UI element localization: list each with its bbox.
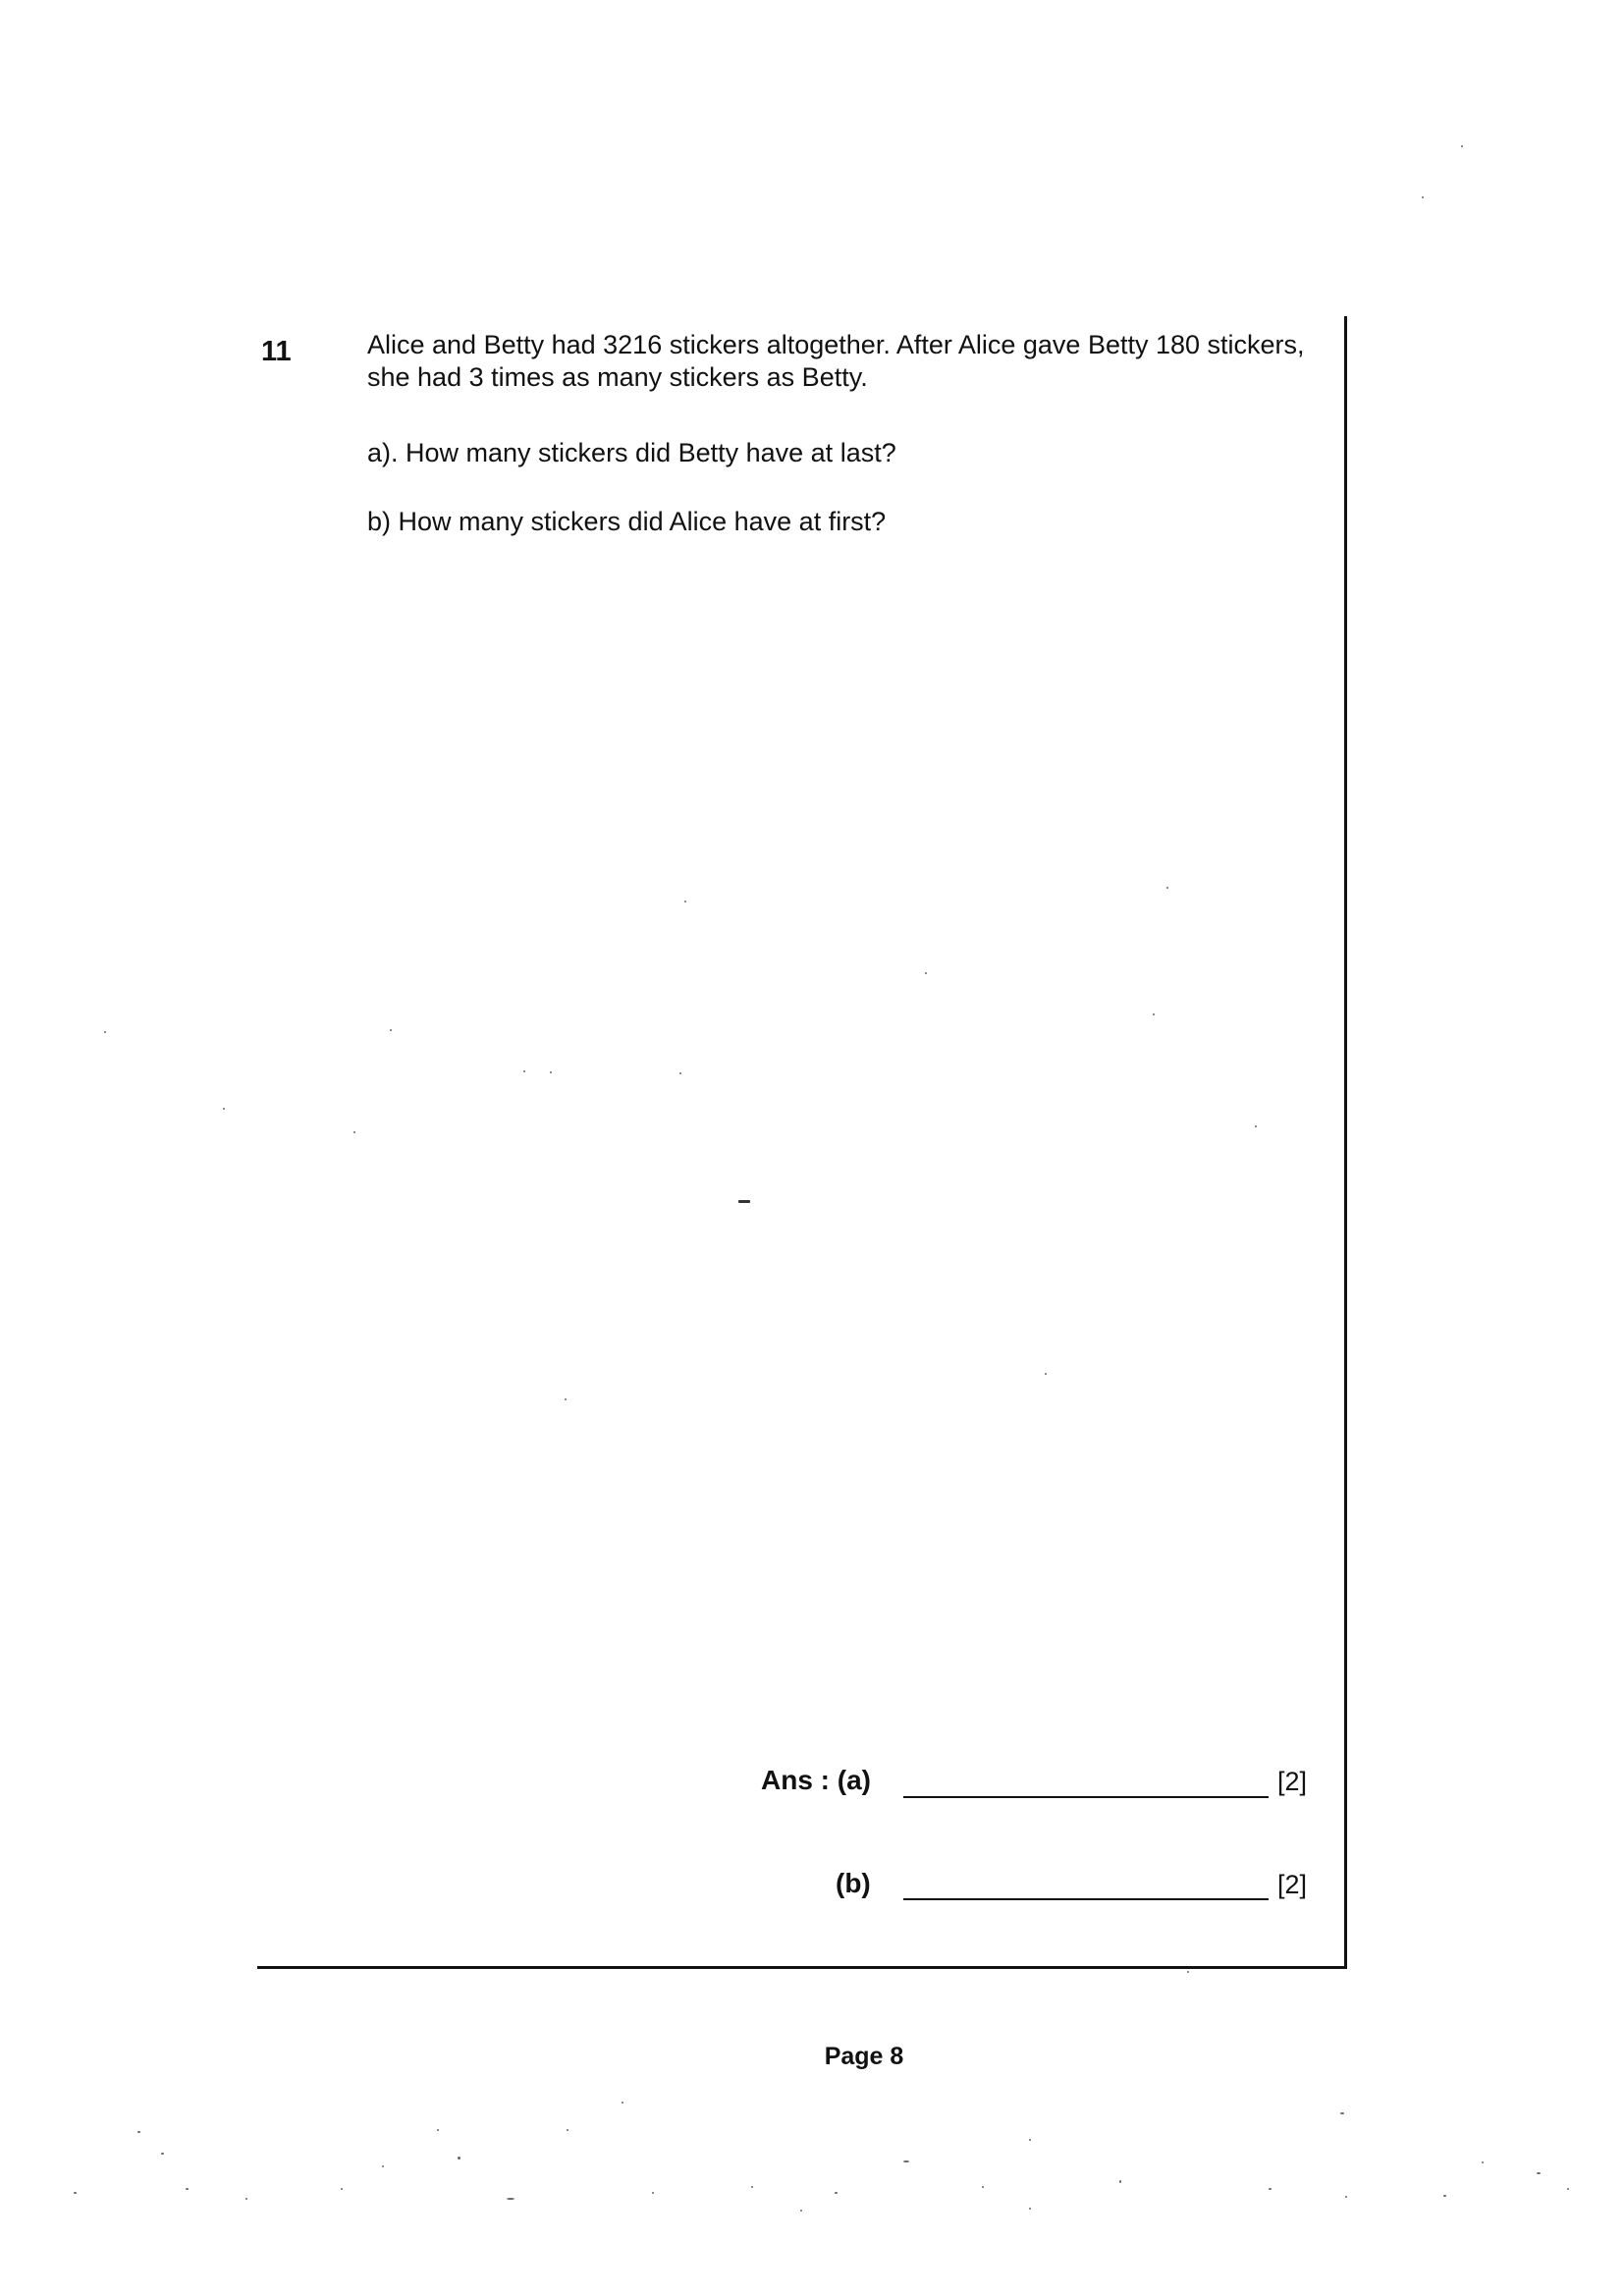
question-part-b: b) How many stickers did Alice have at first? <box>367 507 887 536</box>
answer-a-label: Ans : (a) <box>761 1765 871 1795</box>
page-number: Page 8 <box>824 2043 904 2070</box>
answer-a-marks: [2] <box>1277 1767 1308 1796</box>
answer-a-line[interactable] <box>903 1796 1269 1798</box>
answer-b-label: (b) <box>836 1868 871 1898</box>
question-box-bottom-border <box>257 1966 1347 1969</box>
answer-b-marks: [2] <box>1277 1870 1308 1899</box>
answer-b-line[interactable] <box>903 1898 1269 1900</box>
question-part-a: a). How many stickers did Betty have at last? <box>367 438 896 467</box>
question-number: 11 <box>261 336 292 367</box>
question-stem: Alice and Betty had 3216 stickers altogether. After Alice gave Betty 180 stickers, she had 3 times as many stickers as Betty. <box>367 330 1305 392</box>
question-box-right-border <box>1344 316 1347 1968</box>
